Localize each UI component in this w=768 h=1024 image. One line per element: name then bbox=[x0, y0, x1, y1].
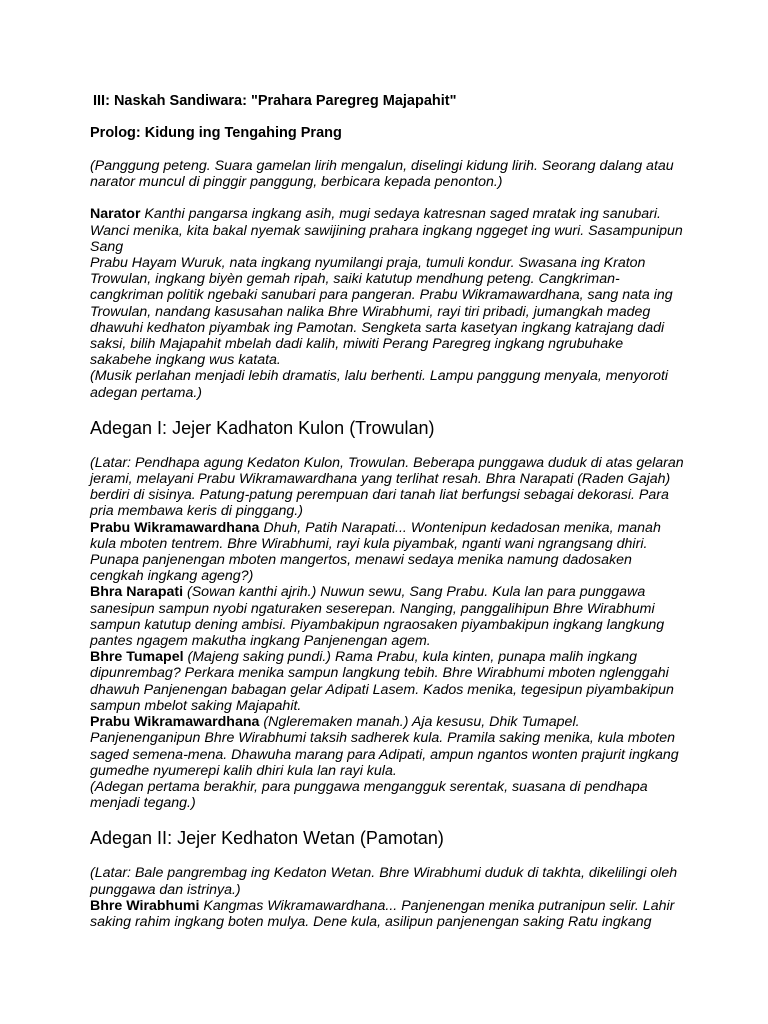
dialogue-line bbox=[90, 649, 688, 714]
adegan-1-stage-direction-open: (Latar: Pendhapa agung Kedaton Kulon, Trowulan. Beberapa punggawa duduk di atas gelaran jerami, melayani Prabu Wikramawardhana yang terlihat resah. Bhra Narapati (Raden Gajah) berdiri di sisinya. Patung-patung perempuan dari tanah liat berfungsi sebagai dekorasi. Para pria membawa keris di pinggang.) bbox=[90, 454, 684, 520]
prolog-heading: Prolog: Kidung ing Tengahing Prang bbox=[90, 125, 342, 141]
dialogue-line bbox=[90, 584, 688, 649]
narator-line-continued: Prabu Hayam Wuruk, nata ingkang nyumilangi praja, tumuli kondur. Swasana ing Kraton Trowulan, ingkang biyèn gemah ripah, saiki katutup mendhung peteng. Cangkriman-cangkriman politik ngebaki sanubari para pangeran. Prabu Wikramawardhana, sang nata ing Trowulan, nandang kasusahan nalika Bhre Wirabhumi, rayi tiri pribadi, jumangkah madeg dhawuhi kedhaton piyambak ing Pamotan. Sengketa sarta kasetyan ingkang katrajang dadi saksi, bilih Majapahit mbelah dadi kalih, miwiti Perang Paregreg ingkang ngrubuhake sakabehe ingkang wus katata. bbox=[90, 255, 673, 369]
speaker-name: Bhre Tumapel bbox=[90, 649, 184, 666]
dialogue-line bbox=[90, 714, 688, 779]
dialogue-line bbox=[90, 898, 688, 930]
speech-text: (Sowan kanthi ajrih.) Nuwun sewu, Sang Prabu. Kula lan para punggawa sanesipun sampun nyobi ngaturaken seserepan. Nanging, panggalihipun Bhre Wirabhumi sampun katutup dening ambisi. Piyambakipun ngraosaken piyambakipun ingkang langkung pantes ngagem makutha ingkang Panjenengan agem. bbox=[90, 584, 665, 650]
speech-text: Kanthi pangarsa ingkang asih, mugi sedaya katresnan saged mratak ing sanubari. Wanci menika, kita bakal nyemak sawijining prahara ingkang nggeget ing wuri. Sasampunipun Sang bbox=[90, 206, 683, 255]
speech-text: Dhuh, Patih Narapati... Wontenipun kedadosan menika, manah kula mboten tentrem. Bhre Wirabhumi, rayi kula piyambak, nganti wani ngrangsang dhiri. Punapa panjenengan mboten mangertos, menawi sedaya menika namung dadosaken cengkah ingkang ageng?) bbox=[90, 519, 661, 585]
dialogue-line bbox=[90, 520, 688, 585]
scene-heading-adegan-2: Adegan II: Jejer Kedhaton Wetan (Pamotan) bbox=[90, 828, 444, 849]
adegan-1-stage-direction-close: (Adegan pertama berakhir, para punggawa mengangguk serentak, suasana di pendhapa menjadi tegang.) bbox=[90, 778, 648, 812]
speaker-name: Bhre Wirabhumi bbox=[90, 897, 200, 914]
speaker-name: Bhra Narapati bbox=[90, 584, 184, 601]
scene-heading-adegan-1: Adegan I: Jejer Kadhaton Kulon (Trowulan) bbox=[90, 417, 435, 438]
narator-line bbox=[90, 206, 688, 255]
prolog-stage-direction-open: (Panggung peteng. Suara gamelan lirih mengalun, diselingi kidung lirih. Seorang dalang atau narator muncul di pinggir panggung, berbicara kepada penonton.) bbox=[90, 158, 674, 191]
speaker-name: Prabu Wikramawardhana bbox=[90, 519, 260, 536]
prolog-stage-direction-close: (Musik perlahan menjadi lebih dramatis, lalu berhenti. Lampu panggung menyala, menyoroti adegan pertama.) bbox=[90, 368, 669, 401]
speaker-name: Narator bbox=[90, 206, 141, 223]
document-title: III: Naskah Sandiwara: "Prahara Paregreg Majapahit" bbox=[93, 93, 457, 109]
speech-text: (Ngleremaken manah.) Aja kesusu, Dhik Tumapel. Panjenenganipun Bhre Wirabhumi taksih sadherek kula. Pramila saking menika, kula mboten saged semena-mena. Dhawuha marang para Adipati, ampun ngantos wonten prajurit ingkang gumedhe nyumerepi kalih dhiri kula lan rayi kula. bbox=[90, 714, 679, 779]
speaker-name: Prabu Wikramawardhana bbox=[90, 714, 260, 731]
speech-text: Kangmas Wikramawardhana... Panjenengan menika putranipun selir. Lahir saking rahim ingkang boten mulya. Dene kula, asilipun panjenengan saking Ratu ingkang bbox=[90, 897, 675, 930]
adegan-2-stage-direction-open: (Latar: Bale pangrembag ing Kedaton Wetan. Bhre Wirabhumi duduk di takhta, dikelilingi oleh punggawa dan istrinya.) bbox=[90, 865, 678, 898]
speech-text: (Majeng saking pundi.) Rama Prabu, kula kinten, punapa malih ingkang dipunrembag? Perkara menika sampun langkung tebih. Bhre Wirabhumi mboten nglenggahi dhawuh Panjenengan babagan gelar Adipati Lasem. Kados menika, tegesipun piyambakipun sampun mbelot saking Majapahit. bbox=[90, 649, 674, 714]
